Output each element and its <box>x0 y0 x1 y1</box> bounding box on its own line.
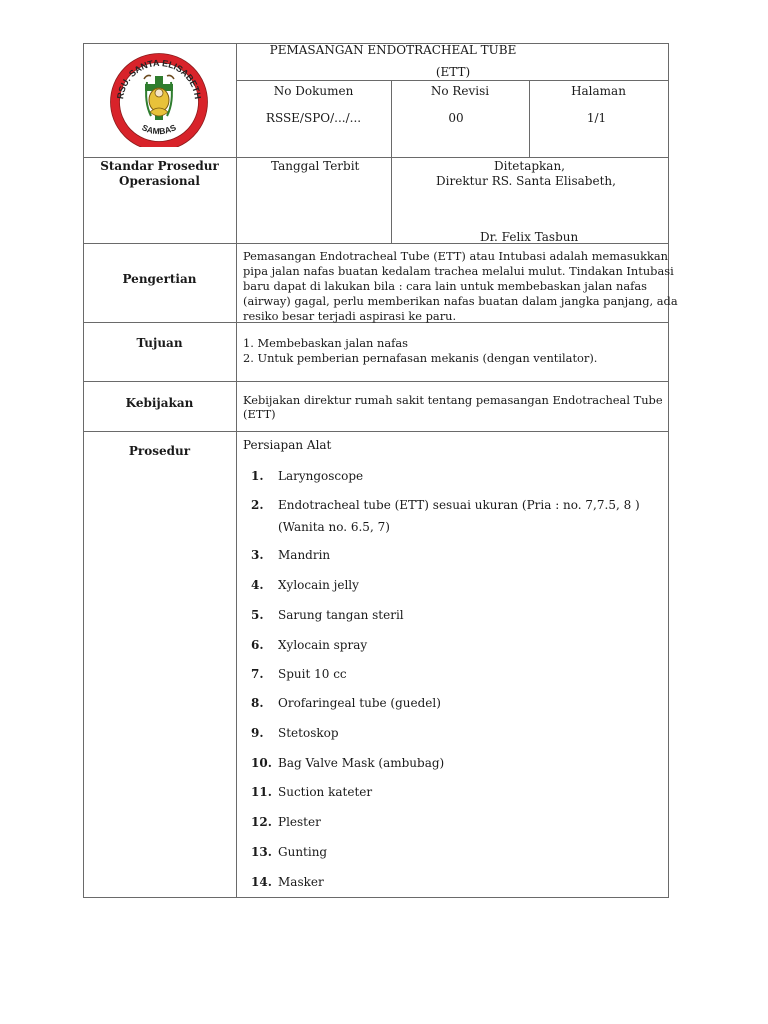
list-item-number: 12. <box>251 815 272 829</box>
pengertian-line-3: baru dapat di lakukan bila : cara lain untuk membebaskan jalan nafas <box>243 279 647 293</box>
kebijakan-label: Kebijakan <box>125 396 194 410</box>
list-item-text: Plester <box>278 815 321 829</box>
list-item-number: 11. <box>251 785 272 799</box>
list-item-number: 3. <box>251 548 264 562</box>
list-item-text: Spuit 10 cc <box>278 667 347 681</box>
halaman-value: 1/1 <box>586 111 607 125</box>
document-title: PEMASANGAN ENDOTRACHEAL TUBE <box>269 43 517 57</box>
tanggal-terbit-label: Tanggal Terbit <box>271 159 360 173</box>
no-revisi-value: 00 <box>448 111 464 125</box>
list-item-text: Sarung tangan steril <box>278 608 404 622</box>
halaman-label: Halaman <box>571 84 626 98</box>
list-item-text: Gunting <box>278 845 328 859</box>
pengertian-line-4: (airway) gagal, perlu memberikan nafas buatan dalam jangka panjang, ada <box>243 294 678 308</box>
persiapan-alat-heading: Persiapan Alat <box>243 438 332 452</box>
no-dokumen-value: RSSE/SPO/.../... <box>265 111 362 125</box>
tujuan-label: Tujuan <box>136 336 183 350</box>
signatory-name: Dr. Felix Tasbun <box>480 230 579 244</box>
list-item-number: 5. <box>251 608 264 622</box>
document-title-abbrev: (ETT) <box>435 65 471 79</box>
ditetapkan-text: Ditetapkan, <box>493 159 565 173</box>
list-item-number: 10. <box>251 756 272 770</box>
list-item-text: (Wanita no. 6.5, 7) <box>278 520 390 534</box>
no-dokumen-label: No Dokumen <box>273 84 354 98</box>
list-item-number: 6. <box>251 638 264 652</box>
svg-text:SAMBAS <box>140 122 178 136</box>
list-item-number: 9. <box>251 726 264 740</box>
list-item-number: 8. <box>251 696 264 710</box>
tujuan-line-2: 2. Untuk pemberian pernafasan mekanis (dengan ventilator). <box>243 351 598 365</box>
list-item-text: Orofaringeal tube (guedel) <box>278 696 441 710</box>
no-revisi-label: No Revisi <box>430 84 490 98</box>
prosedur-label: Prosedur <box>128 444 191 458</box>
list-item-number: 2. <box>251 498 264 512</box>
direktur-text: Direktur RS. Santa Elisabeth, <box>436 174 616 188</box>
logo-bottom-text: SAMBAS <box>140 122 178 137</box>
pengertian-line-5: resiko besar terjadi aspirasi ke paru. <box>243 309 457 323</box>
hospital-logo <box>104 52 214 147</box>
sop-label-line1: Standar Prosedur <box>100 159 219 173</box>
table-border-bottom <box>83 897 669 898</box>
list-item-number: 14. <box>251 875 272 889</box>
list-item-number: 4. <box>251 578 264 592</box>
table-divider-kebijakan <box>83 431 669 432</box>
list-item-text: Suction kateter <box>278 785 373 799</box>
list-item-text: Laryngoscope <box>278 469 364 483</box>
logo-top-text: RSU. SANTA ELISABETH <box>115 57 203 100</box>
list-item-text: Xylocain spray <box>278 638 368 652</box>
tujuan-line-1: 1. Membebaskan jalan nafas <box>243 336 408 350</box>
table-divider-title <box>236 80 669 81</box>
kebijakan-line-1: Kebijakan direktur rumah sakit tentang pemasangan Endotracheal Tube <box>243 393 663 407</box>
pengertian-line-2: pipa jalan nafas buatan kedalam trachea melalui mulut. Tindakan Intubasi <box>243 264 674 278</box>
hospital-seal-icon <box>104 52 214 147</box>
table-divider-header <box>83 157 669 158</box>
table-divider-tujuan <box>83 381 669 382</box>
table-divider-label-column <box>236 43 237 898</box>
list-item-text: Xylocain jelly <box>278 578 359 592</box>
kebijakan-line-2: (ETT) <box>243 407 276 421</box>
table-border-right <box>668 43 669 898</box>
list-item-text: Mandrin <box>278 548 331 562</box>
list-item-number: 13. <box>251 845 272 859</box>
sop-label-line2: Operasional <box>119 174 200 188</box>
list-item-number: 1. <box>251 469 264 483</box>
list-item-text: Masker <box>278 875 324 889</box>
table-divider-sop <box>83 243 669 244</box>
list-item-number: 7. <box>251 667 264 681</box>
list-item-text: Stetoskop <box>278 726 339 740</box>
list-item-text: Bag Valve Mask (ambubag) <box>278 756 445 770</box>
list-item-text: Endotracheal tube (ETT) sesuai ukuran (Pria : no. 7,7.5, 8 ) <box>278 498 640 512</box>
pengertian-line-1: Pemasangan Endotracheal Tube (ETT) atau Intubasi adalah memasukkan <box>243 249 669 263</box>
pengertian-label: Pengertian <box>122 272 197 286</box>
